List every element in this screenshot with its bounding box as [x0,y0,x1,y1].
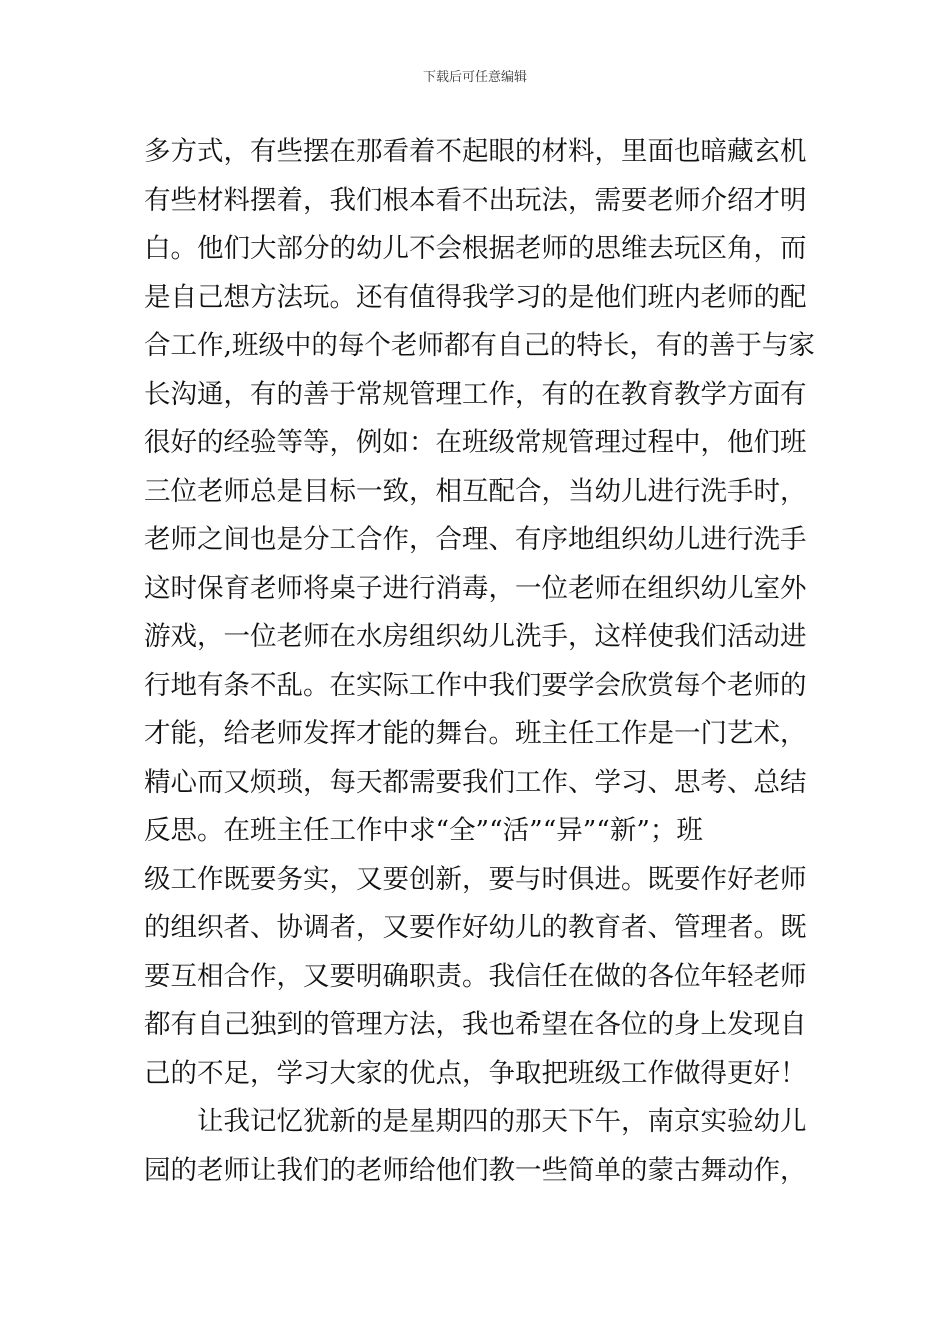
text-line: 合工作,班级中的每个老师都有自己的特长，有的善于与家 [144,330,815,361]
text-line: 级工作既要务实，又要创新，要与时俱进。既要作好老师 [144,863,807,895]
text-line: 都有自己独到的管理方法，我也希望在各位的身上发现自 [144,1009,807,1040]
text-line: 己的不足，学习大家的优点，争取把班级工作做得更好！ [144,1057,807,1089]
text-line: 是自己想方法玩。还有值得我学习的是他们班内老师的配 [144,281,807,313]
text-line: 行地有条不乱。在实际工作中我们要学会欣赏每个老师的 [144,669,807,701]
text-line: 精心而又烦琐，每天都需要我们工作、学习、思考、总结 [144,766,807,798]
header-note: 下载后可任意编辑 [422,70,527,85]
text-line: 园的老师让我们的老师给他们教一些简单的蒙古舞动作， [144,1154,807,1186]
text-line: 要互相合作，又要明确职责。我信任在做的各位年轻老师 [144,960,807,992]
text-line: 有些材料摆着，我们根本看不出玩法，需要老师介绍才明 [144,184,807,216]
paragraph-start-line: 让我记忆犹新的是星期四的那天下午，南京实验幼儿 [197,1106,807,1137]
text-line: 才能，给老师发挥才能的舞台。班主任工作是一门艺术， [144,718,807,749]
text-line: 这时保育老师将桌子进行消毒，一位老师在组织幼儿室外 [144,572,807,604]
text-line: 很好的经验等等，例如：在班级常规管理过程中，他们班 [144,427,807,458]
text-line: 多方式，有些摆在那看着不起眼的材料，里面也暗藏玄机 [144,136,807,167]
text-line: 的组织者、协调者，又要作好幼儿的教育者、管理者。既 [144,912,807,943]
text-line: 老师之间也是分工合作，合理、有序地组织幼儿进行洗手 [144,524,807,555]
text-line: 游戏，一位老师在水房组织幼儿洗手，这样使我们活动进 [144,621,807,652]
text-line: 白。他们大部分的幼儿不会根据老师的思维去玩区角，而 [144,233,807,264]
text-line: 反思。在班主任工作中求“全”“活”“异”“新”；班 [144,815,703,846]
text-line: 三位老师总是目标一致，相互配合，当幼儿进行洗手时， [144,475,807,507]
document-body [144,128,824,1195]
text-line: 长沟通，有的善于常规管理工作，有的在教育教学方面有 [144,378,807,410]
